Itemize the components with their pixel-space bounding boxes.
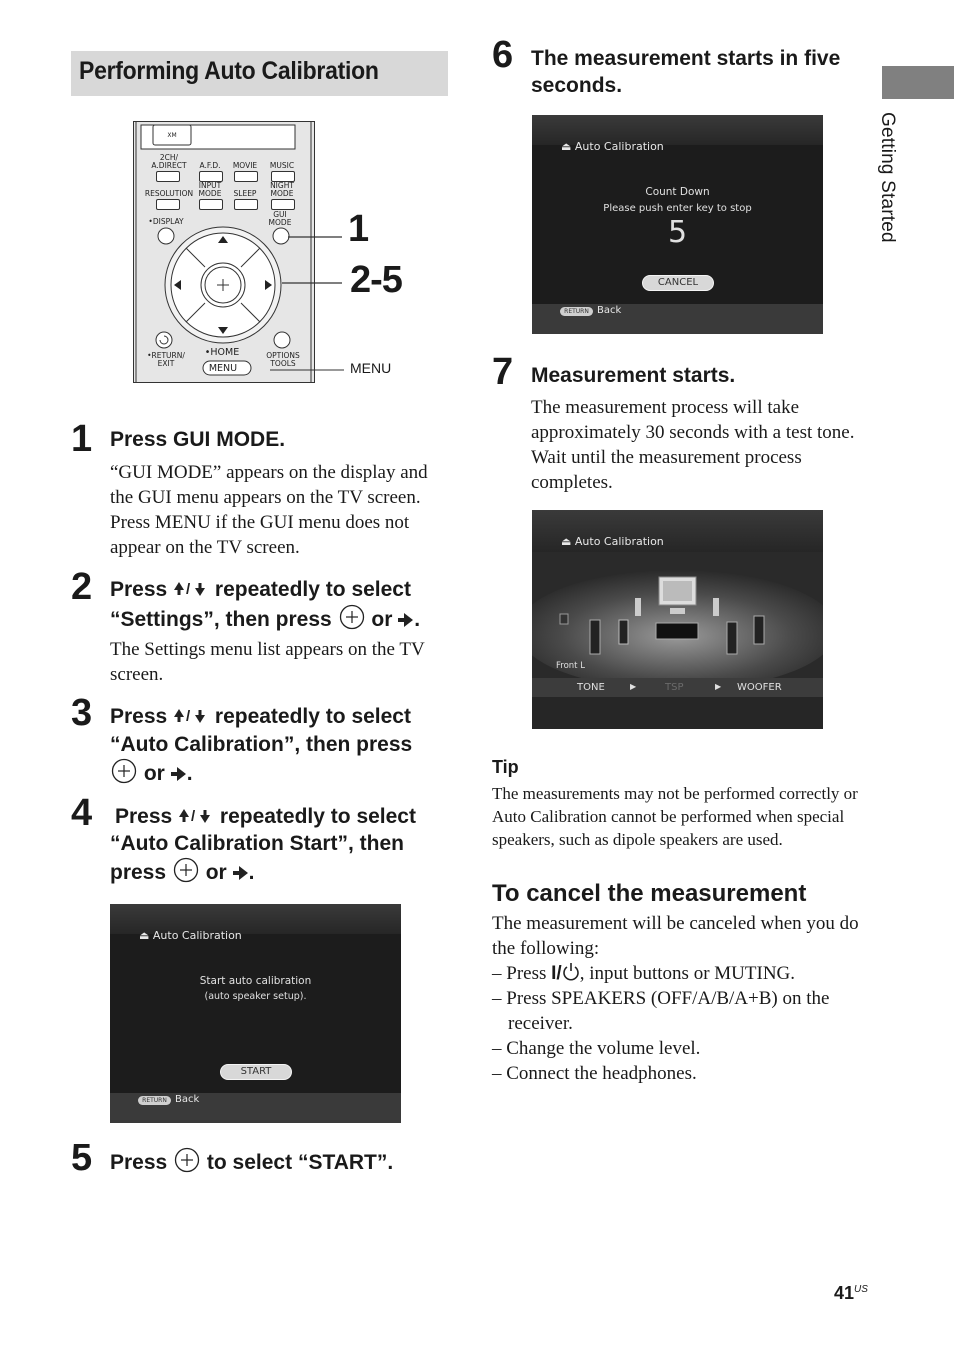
screen-1-line2: (auto speaker setup). (204, 991, 307, 1002)
enter-icon (173, 1147, 201, 1180)
step-3-number: 3 (71, 692, 93, 734)
step-2-body: The Settings menu list appears on the TV screen. (110, 639, 425, 685)
screen-2-count: 5 (667, 215, 688, 250)
screen-1-return-badge: RETURN (138, 1096, 171, 1105)
remote-label-return: •RETURN/ EXIT (147, 351, 185, 368)
screen-3-title: ⏏ Auto Calibration (561, 535, 664, 548)
power-standby-icon (562, 961, 580, 988)
side-tab-marker (882, 66, 954, 99)
screen-2-line1: Count Down (645, 186, 710, 198)
remote-label-resolution: RESOLUTION (144, 189, 194, 198)
screen-2-return-badge: RETURN (560, 307, 593, 316)
step-3-title: Press / repeatedly to select “Auto Calibration”, then press or . (110, 703, 460, 791)
enter-icon (172, 857, 200, 890)
cancel-item-2: – Press SPEAKERS (OFF/A/B/A+B) on the (492, 988, 830, 1009)
up-down-arrow-icon (173, 704, 209, 731)
step-4-title-cont: “Auto Calibration Start”, then press or . (110, 830, 460, 890)
tab-arrow-icon: ▶ (715, 682, 722, 691)
step-4-number: 4 (71, 792, 93, 834)
step-6-title: The measurement starts in five seconds. (531, 47, 841, 97)
step-1-body: “GUI MODE” appears on the display and the GUI menu appears on the TV screen. Press MENU if the GUI menu does not appear on the TV screen. (110, 462, 428, 558)
step-6-number: 6 (492, 34, 514, 76)
up-down-arrow-icon (173, 577, 209, 604)
right-arrow-icon (233, 860, 249, 887)
remote-label-input-mode: INPUT MODE (198, 181, 222, 198)
callout-menu: MENU (350, 360, 392, 376)
step-5-number: 5 (71, 1137, 93, 1179)
tab-woofer[interactable]: WOOFER (737, 682, 782, 693)
tab-tone[interactable]: TONE (577, 682, 605, 693)
start-button[interactable]: START (220, 1064, 292, 1080)
side-tab-label: Getting Started (877, 112, 898, 243)
remote-label-menu: MENU (208, 363, 238, 374)
screen-count-down (532, 115, 823, 334)
cancel-item-1: – Press I/ , input buttons or MUTING. (492, 961, 872, 988)
screen-1-back: Back (175, 1094, 200, 1105)
screen-1-line1: Start auto calibration (199, 975, 312, 987)
svg-text:/: / (186, 707, 191, 724)
remote-label-night-mode: NIGHT MODE (270, 181, 294, 198)
screen-3-front-label: Front L (556, 661, 585, 671)
step-5-title: Press to select “START”. (110, 1147, 460, 1180)
step-1-title: Press GUI MODE. (110, 428, 286, 451)
enter-icon (338, 604, 366, 637)
step-7-body: The measurement process will take approximately 30 seconds with a test tone. Wait until the measurement process completes. (531, 397, 855, 493)
right-arrow-icon (171, 761, 187, 788)
up-down-arrow-icon (178, 804, 214, 831)
remote-label-options: OPTIONS TOOLS (266, 351, 300, 368)
cancel-heading: To cancel the measurement (492, 880, 807, 907)
step-2-number: 2 (71, 566, 93, 608)
screen-start-calibration (110, 904, 401, 1123)
cancel-item-3: – Change the volume level. (492, 1038, 701, 1059)
remote-label-sleep: SLEEP (233, 189, 257, 198)
tip-body: The measurements may not be performed correctly or Auto Calibration cannot be performed when special speakers, such as dipole speakers are used. (492, 784, 858, 849)
enter-icon (110, 758, 138, 791)
remote-label-afd: A.F.D. (199, 161, 221, 170)
power-icon: I/ (551, 963, 562, 984)
screen-1-title: ⏏ Auto Calibration (139, 929, 242, 942)
tip-label: Tip (492, 757, 519, 777)
screen-2-title: ⏏ Auto Calibration (561, 140, 664, 153)
remote-label-display: •DISPLAY (148, 217, 184, 226)
step-1-number: 1 (71, 418, 93, 460)
screen-2-line2: Please push enter key to stop (603, 203, 752, 214)
tab-arrow-icon: ▶ (630, 682, 637, 691)
cancel-item-2-cont: receiver. (508, 1013, 573, 1034)
callout-1: 1 (348, 208, 370, 250)
step-7-number: 7 (492, 351, 514, 393)
cancel-button[interactable]: CANCEL (642, 275, 714, 291)
svg-text:/: / (186, 580, 191, 597)
step-2-title: Press / repeatedly to select “Settings”, then press or . (110, 576, 460, 637)
remote-label-2ch: 2CH/ A.DIRECT (151, 153, 187, 170)
screen-measurement (532, 510, 823, 729)
svg-text:/: / (191, 807, 196, 824)
cancel-item-4: – Connect the headphones. (492, 1063, 697, 1084)
callout-2-5: 2-5 (350, 259, 402, 301)
step-4-title: Press / repeatedly to select (115, 803, 465, 831)
remote-label-movie: MOVIE (232, 161, 258, 170)
step-7-title: Measurement starts. (531, 364, 736, 387)
remote-label-gui-mode: GUI MODE (268, 210, 292, 227)
remote-xm-label: XM (167, 132, 177, 139)
tab-tsp[interactable]: TSP (665, 682, 684, 693)
remote-label-music: MUSIC (269, 161, 295, 170)
screen-2-back: Back (597, 305, 622, 316)
right-arrow-icon (398, 607, 414, 634)
page-number: $41^{US}$ (834, 1283, 868, 1303)
remote-label-home: •HOME (204, 347, 240, 358)
cancel-intro: The measurement will be canceled when you do the following: (492, 913, 859, 959)
section-title: Performing Auto Calibration (79, 57, 379, 85)
section-heading (71, 51, 448, 96)
